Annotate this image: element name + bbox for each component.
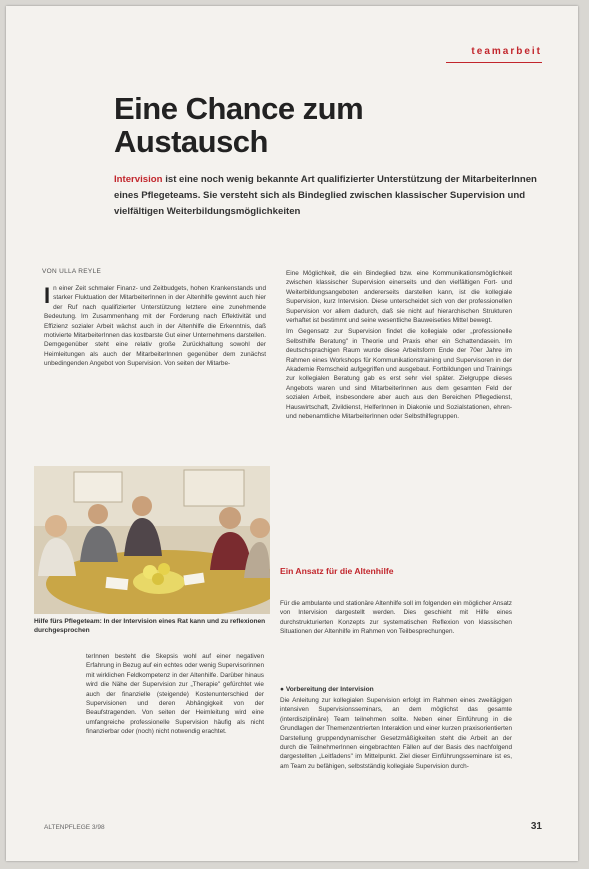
magazine-page xyxy=(6,6,578,861)
column-1 xyxy=(44,284,266,369)
article-title xyxy=(114,92,363,158)
drop-cap: I xyxy=(44,283,51,308)
team-photo xyxy=(34,466,270,614)
section-tag: teamarbeit xyxy=(471,46,542,57)
column-1-text: n einer Zeit schmaler Finanz- und Zeitbudgets, hohen Krankenstands und starker Fluktuation der MitarbeiterInnen in der Altenhilfe gewinnt auch hier der Ruf nach qualifizierter Unterstützung letztere eine zunehmende Bedeutung. Im Zusammenhang mit der Forderung nach Effektivität und Effizienz sozialer Arbeit wächst auch in der Altenhilfe die Erkenntnis, daß motivierte MitarbeiterInnen das kostbarste Gut einer Unternehmens darstellen. Demgegenüber steht eine relativ große Zurückhaltung sowohl der Heimleitungen als auch der MitarbeiterInnen gegenüber dem zunächst unbedingenden Angebot von Supervision. Von seiten der Mitarbe- xyxy=(44,285,267,368)
section-rule xyxy=(446,62,542,63)
column-2-paragraph-2: Im Gegensatz zur Supervision findet die kollegiale oder „professionelle Selbsthilfe Beratung" in Theorie und Praxis eher ein Schattendasein. Im deutschsprachigen Raum wurde diese Arbeitsform Ende der 70er Jahre im Rahmen eines Workshops für Kommunikationstraining und Supervisoren in der Akademie Remscheid aufgegriffen und ausgebaut. Fortbildungen und Trainings zur kollegialen Beratung gab es erst sehr viel später. Zielgruppe dieses Angebots waren und sind MitarbeiterInnen aus dem gesamten Feld der sozialen Arbeit, insbesondere aber auch aus den Bereichen Pflegedienst, Hauswirtschaft, Zivildienst, HelferInnen in Diakonie und Sozialstationen, ehren- und nebenamtliche MitarbeiterInnen oder Selbsthilfegruppen. xyxy=(286,328,512,421)
column-2-paragraph-1: Eine Möglichkeit, die ein Bindeglied bzw. eine Kommunikationsmöglichkeit zwischen klassischer Supervision einerseits und den vielfältigen Fort- und Weiterbildungsangeboten andererseits darstellen kann, ist die kollegiale Supervision, kurz Intervision. Diese unterscheidet sich von der professionellen Supervision vor allem dadurch, daß sie nicht auf hierarchischen Strukturen verhaftet ist bestimmt und seine wesentliche Bauweiseties Mittel bewegt. xyxy=(286,270,512,325)
column-3-paragraph-1: Für die ambulante und stationäre Altenhilfe soll im folgenden ein möglicher Ansatz von Intervision dargestellt werden. Dies geschieht mit Hilfe eines durchstrukturierten Konzepts zur systematischen Reflexion von klassischen Situationen der Altenhilfe im Rahmen von Teilbesprechungen. xyxy=(280,600,512,636)
column-3-continued xyxy=(280,696,512,773)
column-4-text: terInnen besteht die Skepsis wohl auf einer negativen Erfahrung in Bezug auf ein echtes oder wenig Supervisorinnen mit wirklichen Feldkompetenz in der Altenhilfe. Darüber hinaus wird die Nähe der Supervision zur „Therapie" gefürchtet wie auch der finanzielle (steigende) Kostenunterschied der Supervisionen und deren Abhängigkeit von der Beaufstragenden. Von seiten der Heimleitung wird eine umfangreiche professionelle Supervision häufig als nicht finanzierbar oder (noch) nicht notwendig erachtet. xyxy=(86,653,264,736)
lead-keyword: Intervision xyxy=(114,174,163,185)
publication-footer: ALTENPFLEGE 3/98 xyxy=(44,824,105,831)
subheading-vorbereitung: ● Vorbereitung der Intervision xyxy=(280,686,374,693)
photo-caption: Hilfe fürs Pflegeteam: In der Intervision eines Rat kann und zu reflexionen durchgesprochen xyxy=(34,618,266,634)
article-lead xyxy=(114,172,539,220)
column-3-paragraph-2: Die Anleitung zur kollegialen Supervision erfolgt im Rahmen eines zweitägigen intensiven Supervisionsseminars, an dem möglichst das gesamte (interdisziplinäre) Team teilnehmen sollte. Neben einer Einführung in die Grundlagen der Themenzentrierten Interaktion und einer kurzen praxisorientierten Darstellung gruppendynamischer Gesetzmäßigkeiten steht die Arbeit an der durch die TeilnehmerInnen eingebrachten Fällen auf der Basis des nachfolgend dargestellten „Leitfadens" im Mittelpunkt. Ziel dieser Einführungsseminare ist es, am Team zu befähigen, selbstständig kollegiale Supervision durch- xyxy=(280,697,512,770)
page-number: 31 xyxy=(530,821,542,832)
title-line-1: Eine Chance zum xyxy=(114,91,364,126)
byline: VON ULLA REYLE xyxy=(42,268,102,275)
team-photo-illustration xyxy=(34,466,270,614)
column-3 xyxy=(280,599,512,639)
title-line-2: Austausch xyxy=(114,124,268,159)
column-4 xyxy=(86,652,264,739)
lead-text: ist eine noch wenig bekannte Art qualifizierter Unterstützung der MitarbeiterInnen eines Pflegeteams. Sie versteht sich als Bindeglied zwischen klassischer Supervision und vielfältigen Weiterbildungsmöglichkeiten xyxy=(114,174,537,217)
column-2 xyxy=(286,269,512,424)
subheading-altenhilfe: Ein Ansatz für die Altenhilfe xyxy=(280,566,394,576)
